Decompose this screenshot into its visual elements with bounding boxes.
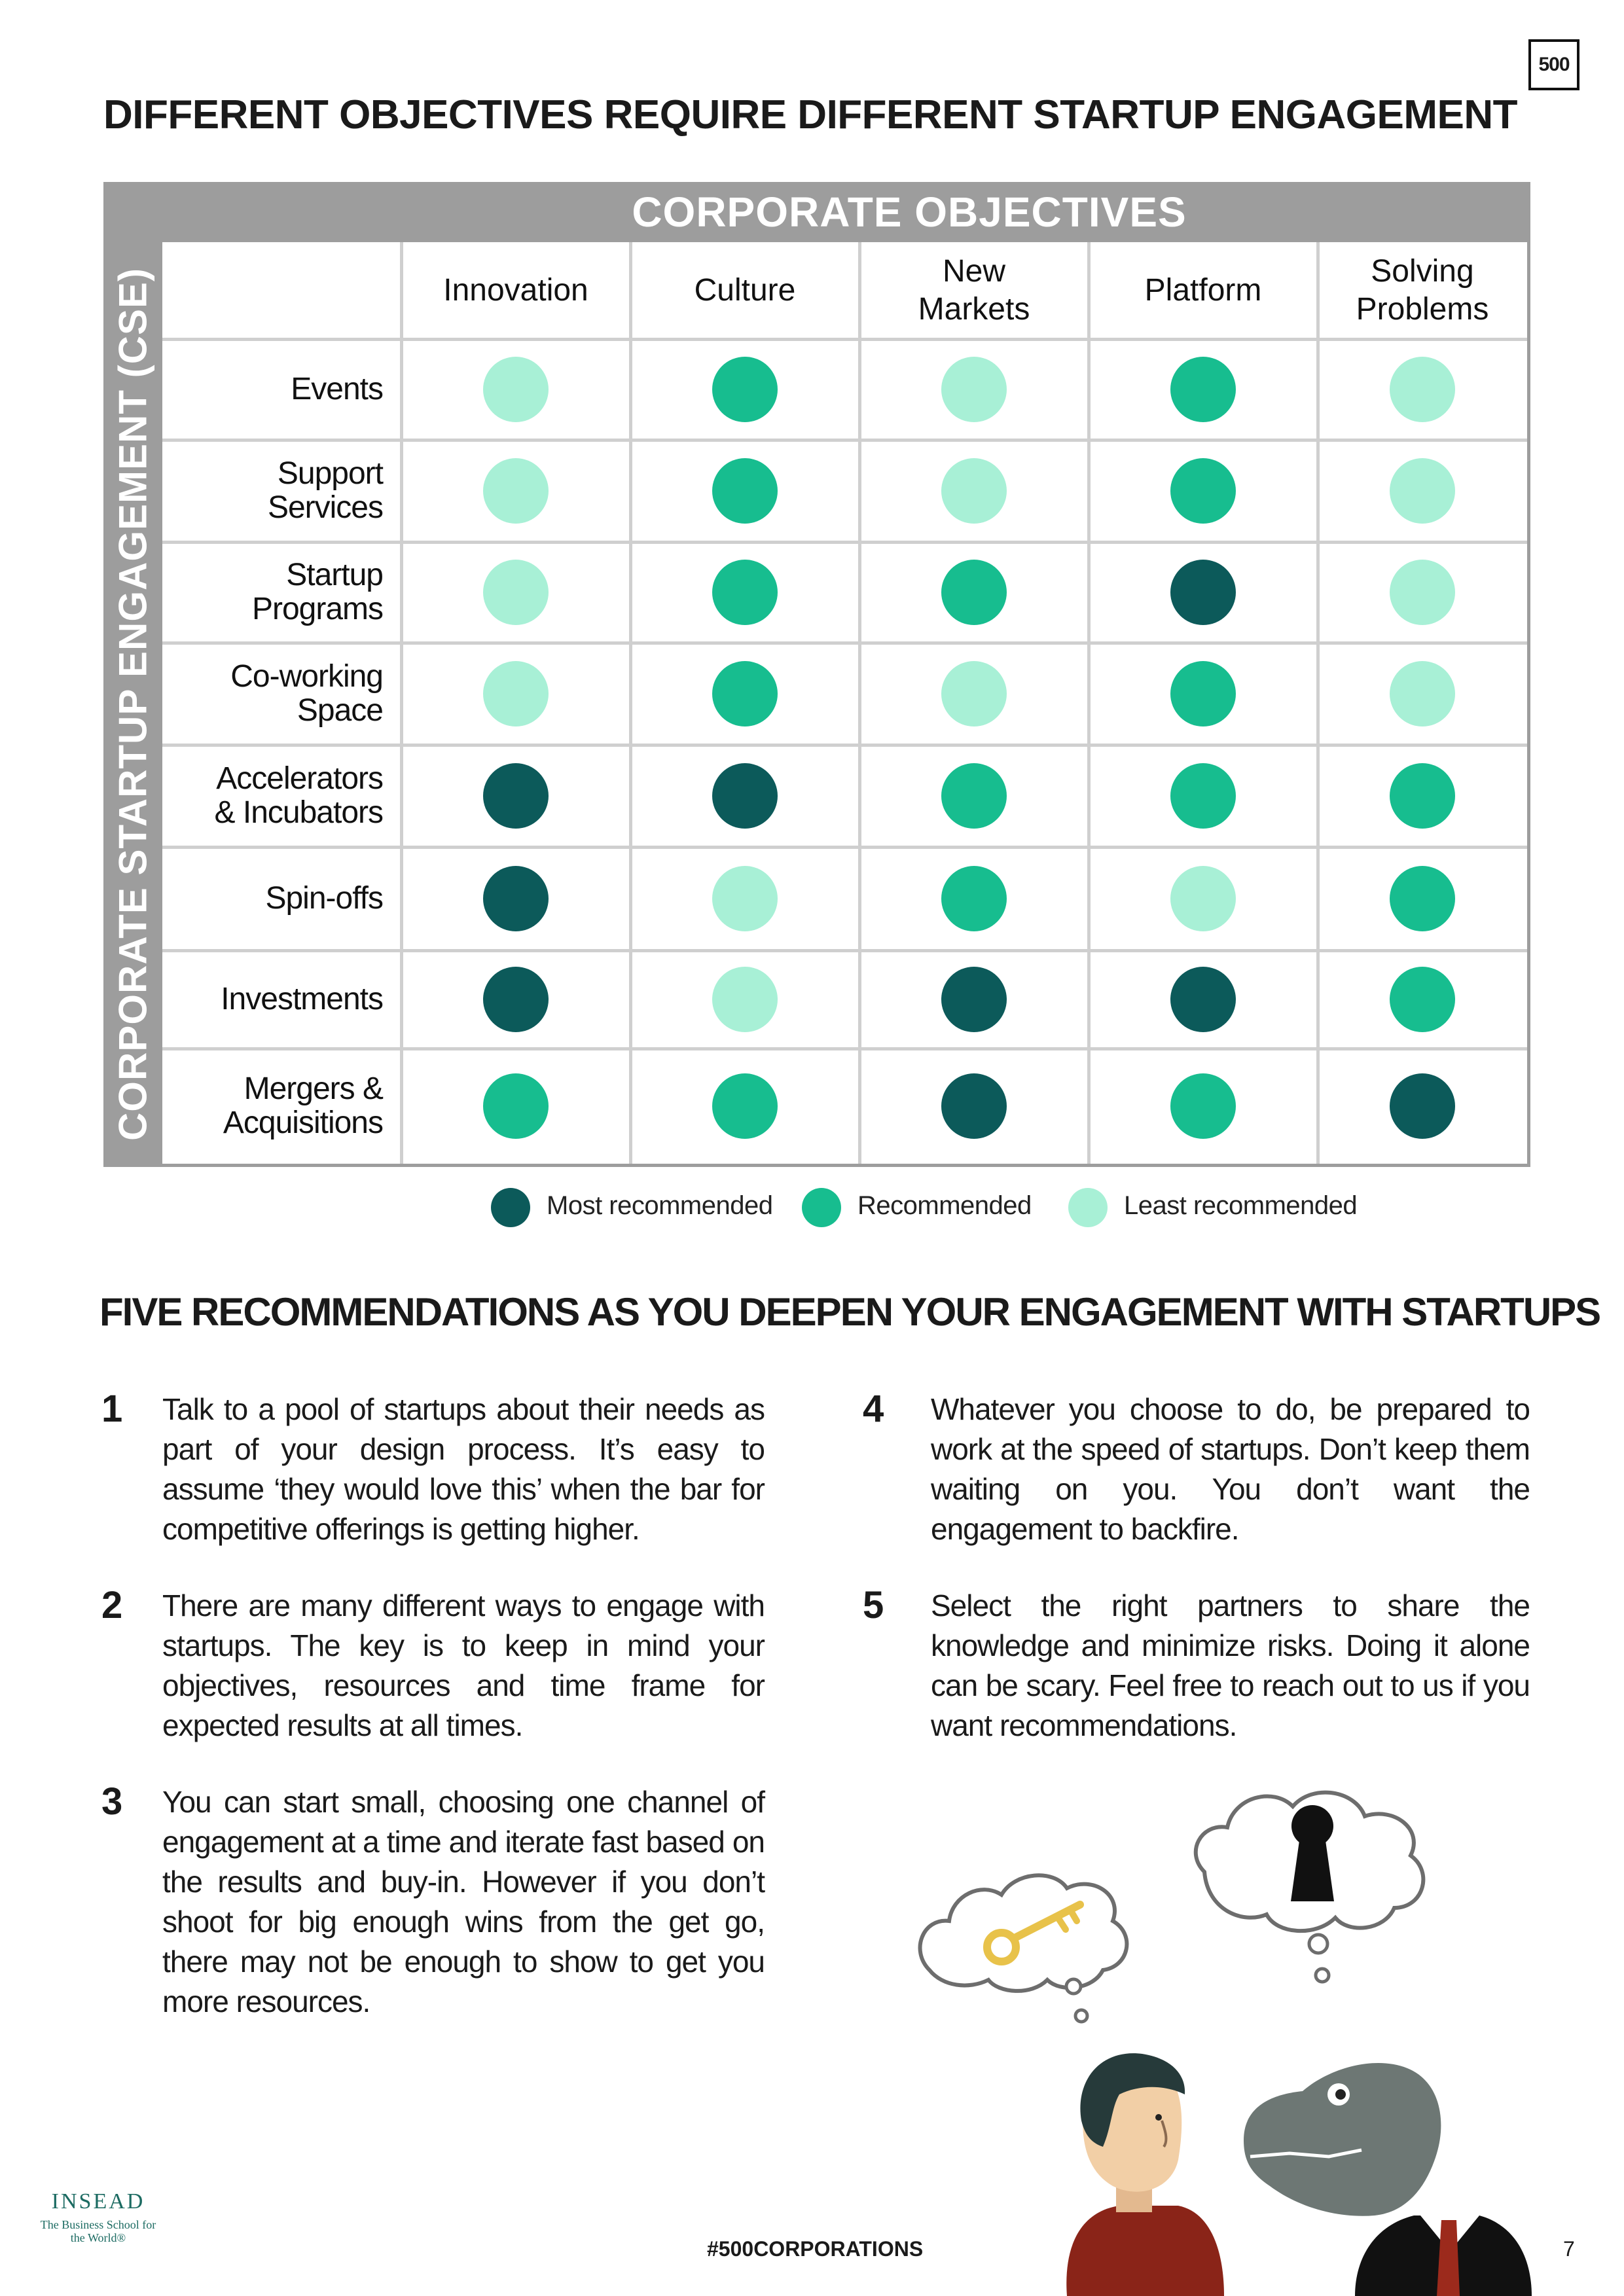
rating-dot-recommended: [1170, 357, 1236, 422]
rating-dot-recommended: [1390, 866, 1455, 931]
rating-dot-most: [1390, 1073, 1455, 1139]
row-header: [162, 745, 383, 847]
row-header-line: Accelerators: [216, 761, 383, 796]
row-header-line: Programs: [251, 592, 383, 626]
rating-dot-recommended: [1170, 458, 1236, 524]
row-header: [162, 847, 383, 950]
recommendation-number: 4: [863, 1388, 884, 1430]
rating-dot-most: [712, 763, 778, 829]
column-header: [1318, 242, 1527, 339]
row-header-line: Space: [297, 693, 383, 728]
matrix-header: CORPORATE OBJECTIVES: [632, 188, 1187, 236]
rating-dot-least: [1390, 560, 1455, 625]
column-header-line: Markets: [918, 292, 1030, 327]
grid-line: [1087, 242, 1091, 1164]
row-header: [162, 339, 383, 440]
legend-dot-recommended: [802, 1188, 841, 1227]
key-thought-cloud: [920, 1875, 1127, 2022]
insead-logo: INSEAD The Business School for the World®: [40, 2189, 156, 2244]
rating-dot-least: [1390, 661, 1455, 726]
grid-line: [629, 242, 632, 1164]
column-header: [859, 242, 1089, 339]
rating-dot-least: [1170, 866, 1236, 931]
column-header: [1089, 242, 1318, 339]
rating-dot-most: [483, 866, 549, 931]
rating-dot-recommended: [1170, 763, 1236, 829]
column-header-line: Solving: [1371, 254, 1474, 289]
recommendation-text: Talk to a pool of startups about their needs as part of your design process. It’s easy to assume ‘they would love this’ when the bar for competitive offerings is getting higher.: [162, 1392, 765, 1546]
rating-dot-most: [483, 763, 549, 829]
legend-dot-most: [491, 1188, 530, 1227]
row-header-line: & Incubators: [214, 795, 383, 830]
rating-dot-least: [941, 357, 1007, 422]
rating-dot-least: [712, 866, 778, 931]
rating-dot-recommended: [1390, 967, 1455, 1032]
page-title: DIFFERENT OBJECTIVES REQUIRE DIFFERENT STARTUP ENGAGEMENT: [103, 92, 1518, 137]
row-header-line: Support: [277, 456, 383, 491]
rating-dot-recommended: [1170, 661, 1236, 726]
thought-bubbles-illustration: [903, 1754, 1532, 2296]
man-figure: [1066, 2053, 1224, 2296]
matrix-grid: [162, 242, 1527, 1164]
rating-dot-recommended: [1170, 1073, 1236, 1139]
row-header-line: Spin-offs: [265, 881, 383, 916]
row-header: [162, 542, 383, 643]
row-header-line: Investments: [221, 982, 383, 1016]
recommendation-number: 5: [863, 1584, 884, 1626]
row-header: [162, 1049, 383, 1164]
grid-line: [1316, 242, 1320, 1164]
column-header-line: New: [942, 254, 1005, 289]
legend-label: Most recommended: [547, 1191, 773, 1220]
row-header: [162, 950, 383, 1049]
rating-dot-recommended: [712, 1073, 778, 1139]
rating-dot-recommended: [941, 763, 1007, 829]
rating-dot-recommended: [712, 661, 778, 726]
keyhole-thought-cloud: [1196, 1793, 1424, 1982]
column-header-line: Culture: [694, 273, 796, 308]
rating-dot-least: [483, 661, 549, 726]
rating-dot-most: [941, 1073, 1007, 1139]
recommendation-text: You can start small, choosing one channel of engagement at a time and iterate fast based on the results and buy-in. However if you don’t shoot for big enough wins from the get go, there may not be enough to show to get you more resources.: [162, 1785, 765, 2018]
column-header-line: Problems: [1356, 292, 1489, 327]
rating-dot-recommended: [941, 866, 1007, 931]
grid-line: [400, 242, 403, 1164]
rating-dot-least: [941, 458, 1007, 524]
column-header-line: Platform: [1144, 273, 1262, 308]
dinosaur-figure: [1244, 2063, 1532, 2296]
rating-dot-least: [483, 357, 549, 422]
recommendation-text: There are many different ways to engage with startups. The key is to keep in mind your objectives, resources and time frame for expected results at all times.: [162, 1588, 765, 1742]
500-logo: 500: [1528, 39, 1579, 90]
row-header-line: Co-working: [230, 659, 383, 694]
column-header: [630, 242, 859, 339]
rating-dot-recommended: [1390, 763, 1455, 829]
page-number: 7: [1563, 2237, 1575, 2261]
rating-dot-recommended: [712, 560, 778, 625]
rating-dot-most: [483, 967, 549, 1032]
column-header: [401, 242, 630, 339]
row-header-line: Startup: [286, 558, 383, 592]
recommendation-number: 2: [101, 1584, 123, 1626]
recommendation-number: 1: [101, 1388, 123, 1430]
recommendation-number: 3: [101, 1780, 123, 1823]
rating-dot-least: [1390, 357, 1455, 422]
rating-dot-recommended: [712, 458, 778, 524]
row-header-line: Acquisitions: [223, 1105, 383, 1140]
rating-dot-least: [483, 458, 549, 524]
row-header-line: Events: [291, 372, 383, 406]
recommendation-text: Whatever you choose to do, be prepared to work at the speed of startups. Don’t keep them waiting on you. You don’t want the engagement to backfire.: [931, 1392, 1530, 1546]
row-header: [162, 440, 383, 542]
recommendation-text: Select the right partners to share the knowledge and minimize risks. Doing it alone can be scary. Feel free to reach out to us if you want recommendations.: [931, 1588, 1530, 1742]
legend-label: Recommended: [857, 1191, 1032, 1220]
rating-dot-most: [941, 967, 1007, 1032]
row-header-line: Mergers &: [244, 1071, 383, 1106]
grid-line: [858, 242, 861, 1164]
matrix-side-label: CORPORATE STARTUP ENGAGEMENT (CSE): [111, 267, 155, 1141]
rating-dot-least: [483, 560, 549, 625]
column-header-line: Innovation: [443, 273, 588, 308]
rating-dot-most: [1170, 560, 1236, 625]
footer-hashtag: #500CORPORATIONS: [707, 2237, 924, 2261]
rating-dot-least: [941, 661, 1007, 726]
rating-dot-recommended: [483, 1073, 549, 1139]
row-header: [162, 643, 383, 745]
row-header-line: Services: [267, 490, 383, 525]
rating-dot-recommended: [712, 357, 778, 422]
rating-dot-least: [1390, 458, 1455, 524]
recommendations-title: FIVE RECOMMENDATIONS AS YOU DEEPEN YOUR ENGAGEMENT WITH STARTUPS: [99, 1290, 1600, 1334]
rating-dot-least: [712, 967, 778, 1032]
legend-dot-least: [1068, 1188, 1108, 1227]
rating-dot-most: [1170, 967, 1236, 1032]
rating-dot-recommended: [941, 560, 1007, 625]
legend-label: Least recommended: [1124, 1191, 1358, 1220]
